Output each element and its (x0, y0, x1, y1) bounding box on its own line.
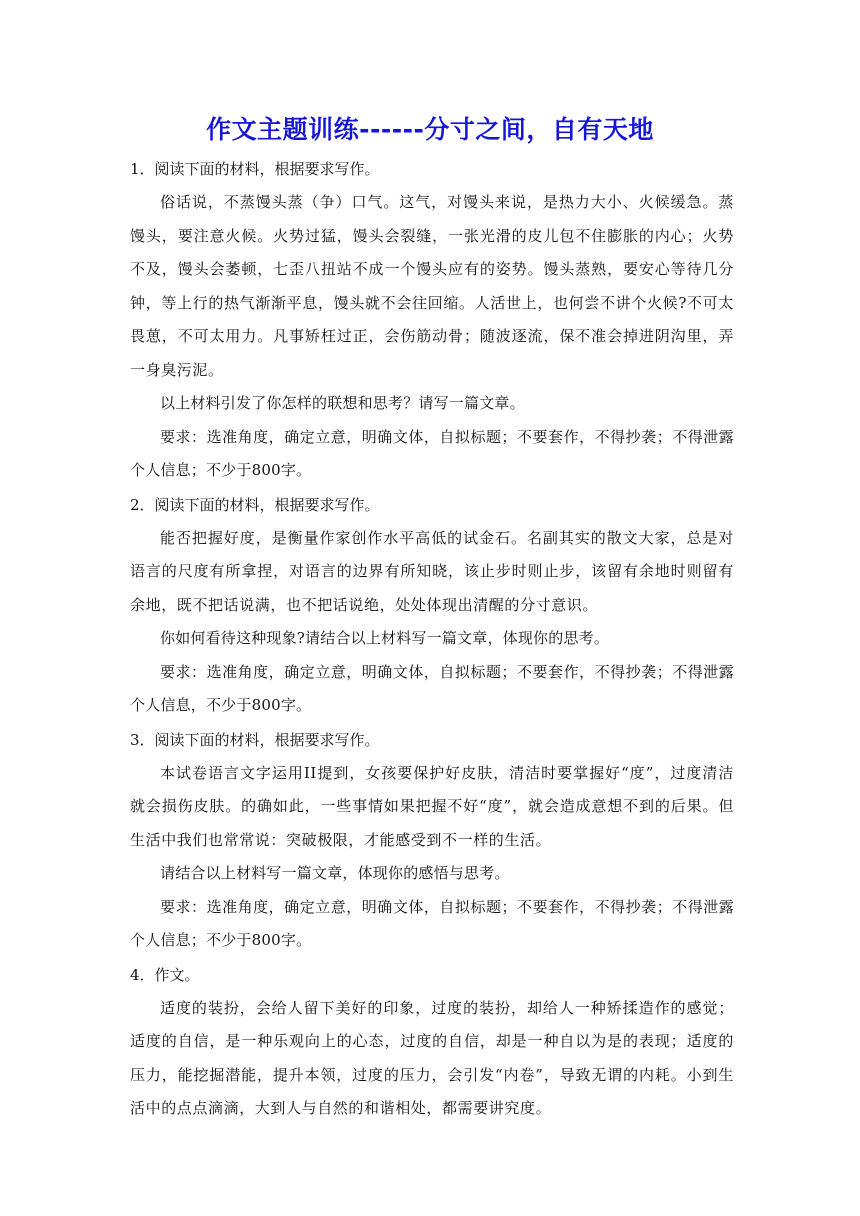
question-3 (130, 723, 734, 958)
question-heading: 1．阅读下面的材料，根据要求写作。 (130, 160, 380, 178)
question-1 (130, 152, 734, 488)
question-2 (130, 488, 734, 723)
question-heading: 3．阅读下面的材料，根据要求写作。 (130, 730, 380, 749)
question-material: 适度的装扮，会给人留下美好的印象，过度的装扮，却给人一种矫揉造作的感觉；适度的自信，是一种乐观向上的心态，过度的自信，却是一种自以为是的表现；适度的压力，能挖掘潜能，提升本领，过度的压力，会引发“内卷”，导致无谓的内耗。小到生活中的点点滴滴，大到人与自然的和谐相处，都需要讲究度。 (130, 998, 734, 1117)
document-body (130, 152, 734, 1126)
question-heading: 2．阅读下面的材料，根据要求写作。 (130, 495, 380, 514)
question-heading: 4．作文。 (130, 965, 200, 984)
question-material: 本试卷语言文字运用II提到，女孩要保护好皮肤，清洁时要掌握好“度”，过度清洁就会损伤皮肤。的确如此，一些事情如果把握不好“度”，就会造成意想不到的后果。但生活中我们也常常说：突破极限，才能感受到不一样的生活。 (130, 763, 734, 849)
question-4 (130, 958, 734, 1126)
question-prompt: 你如何看待这种现象?请结合以上材料写一篇文章，体现你的思考。 (160, 629, 610, 647)
question-material: 俗话说，不蒸馒头蒸（争）口气。这气，对馒头来说，是热力大小、火候缓急。蒸馒头，要注意火候。火势过猛，馒头会裂缝，一张光滑的皮儿包不住膨胀的内心；火势不及，馒头会萎顿，七歪八扭站不成一个馒头应有的姿势。馒头蒸熟，要安心等待几分钟，等上行的热气渐渐平息，馒头就不会往回缩。人活世上，也何尝不讲个火候?不可太畏葸，不可太用力。凡事矫枉过正，会伤筋动骨；随波逐流，保不准会掉进阴沟里，弄一身臭污泥。 (130, 193, 734, 379)
question-prompt: 以上材料引发了你怎样的联想和思考？请写一篇文章。 (160, 394, 525, 412)
question-material: 能否把握好度，是衡量作家创作水平高低的试金石。名副其实的散文大家，总是对语言的尺度有所拿捏，对语言的边界有所知晓，该止步时则止步，该留有余地时则留有余地，既不把话说满，也不把话说绝，处处体现出清醒的分寸意识。 (130, 528, 734, 614)
question-requirement: 要求：选准角度，确定立意，明确文体，自拟标题；不要套作，不得抄袭；不得泄露个人信息；不少于800字。 (130, 427, 734, 479)
question-requirement: 要求：选准角度，确定立意，明确文体，自拟标题；不要套作，不得抄袭；不得泄露个人信息，不少于800字。 (130, 662, 734, 714)
question-requirement: 要求：选准角度，确定立意，明确文体，自拟标题；不要套作，不得抄袭；不得泄露个人信息；不少于800字。 (130, 897, 734, 949)
document-title: 作文主题训练------分寸之间，自有天地 (206, 115, 654, 144)
question-prompt: 请结合以上材料写一篇文章，体现你的感悟与思考。 (160, 864, 510, 882)
